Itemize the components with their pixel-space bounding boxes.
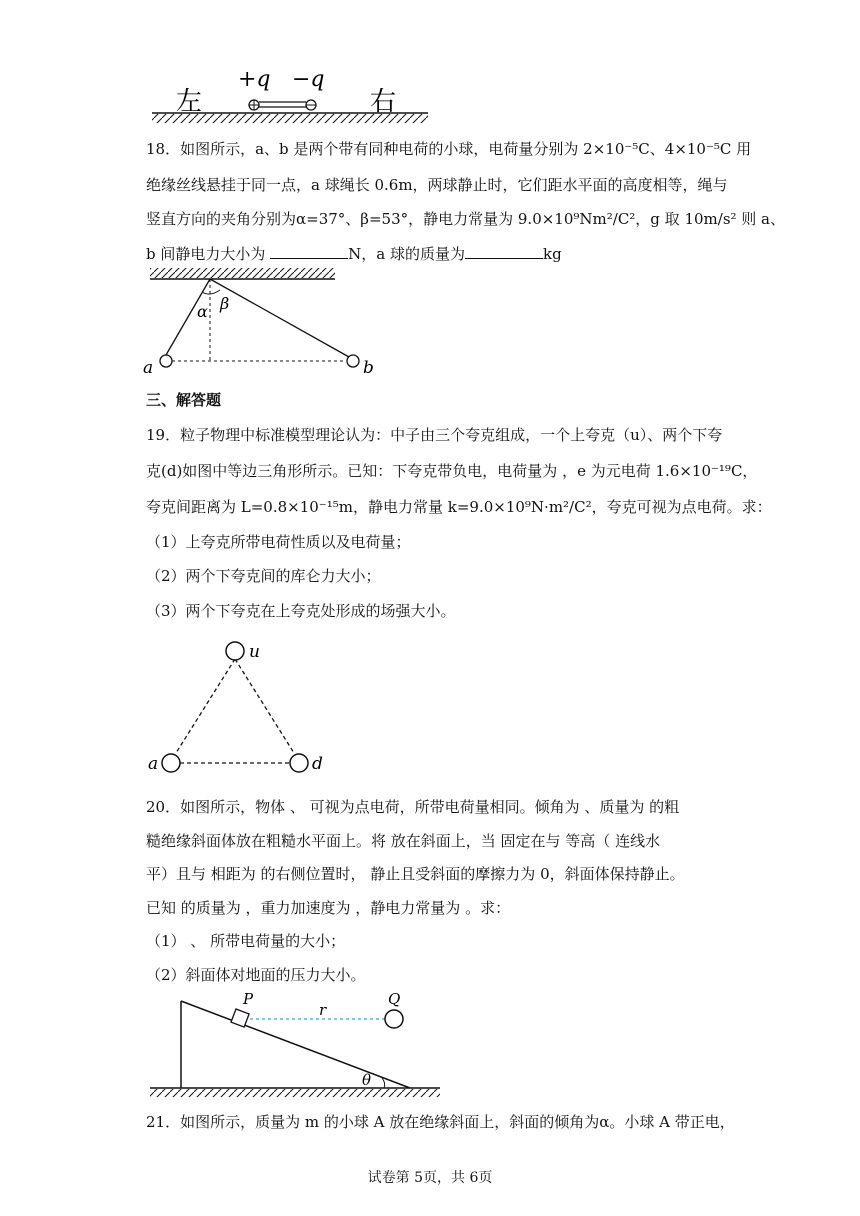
q20-item-2: （2）斜面体对地面的压力大小。	[146, 966, 366, 984]
minus-q-label: −q	[292, 67, 325, 92]
label-d: d	[312, 754, 323, 774]
down-quark-right	[290, 754, 308, 772]
q20-line-4: 已知 的质量为 ，重力加速度为 ，静电力常量为 。求：	[146, 899, 511, 917]
q19-item-1: （1）上夸克所带电荷性质以及电荷量；	[146, 533, 411, 551]
pendulum-figure	[140, 265, 380, 380]
answer-blank-force[interactable]	[270, 244, 348, 259]
label-b: b	[363, 358, 374, 378]
label-beta: β	[220, 294, 230, 313]
section-heading: 三、解答题	[146, 391, 222, 409]
label-r: r	[319, 1001, 327, 1019]
object-p	[231, 1009, 249, 1027]
q18-line-3: 竖直方向的夹角分别为α=37°、β=53°，静电力常量为 9.0×10⁹Nm²/C²，g 取 10m/s² 则 a、	[146, 210, 786, 228]
quark-triangle-figure	[140, 635, 340, 780]
label-alpha: α	[197, 302, 208, 321]
q18-line-1: 18．如图所示，a、b 是两个带有同种电荷的小球，电荷量分别为 2×10⁻⁵C、4×10⁻⁵C 用	[146, 140, 752, 158]
q20-line-2: 糙绝缘斜面体放在粗糙水平面上。将 放在斜面上，当 固定在与 等高（ 连线水	[146, 832, 661, 850]
q20-item-1: （1） 、 所带电荷量的大小；	[146, 932, 346, 950]
label-a: a	[148, 754, 159, 774]
object-q	[385, 1010, 403, 1028]
up-quark	[226, 642, 244, 660]
q19-item-2: （2）两个下夸克间的库仑力大小；	[146, 567, 381, 585]
page-footer: 试卷第 5页，共 6页	[367, 1170, 493, 1186]
label-p: P	[243, 990, 254, 1008]
label-u: u	[249, 642, 260, 662]
q19-item-3: （3）两个下夸克在上夸克处形成的场强大小。	[146, 602, 456, 620]
ball-b	[347, 355, 359, 367]
q20-line-3: 平）且与 相距为 的右侧位置时， 静止且受斜面的摩擦力为 0，斜面体保持静止。	[146, 865, 685, 883]
dipole-figure	[146, 62, 436, 132]
q20-line-1: 20．如图所示，物体 、 可视为点电荷，所带电荷量相同。倾角为 、质量为 的粗	[146, 798, 680, 816]
right-label: 右	[370, 87, 397, 117]
q18-text-a: b 间静电力大小为	[146, 245, 271, 263]
q18-text-b: N，a 球的质量为	[348, 245, 465, 263]
label-a: a	[143, 358, 154, 378]
label-theta: θ	[362, 1071, 372, 1089]
q19-line-2: 克(d)如图中等边三角形所示。已知：下夸克带负电，电荷量为 ，e 为元电荷 1.6×10⁻¹⁹C，	[146, 462, 758, 480]
label-q: Q	[388, 990, 401, 1008]
q19-line-1: 19．粒子物理中标准模型理论认为：中子由三个夸克组成，一个上夸克（u）、两个下夸	[146, 426, 723, 444]
q18-line-4	[146, 244, 562, 264]
q18-line-2: 绝缘丝线悬挂于同一点，a 球绳长 0.6m，两球静止时，它们距水平面的高度相等，绳与	[146, 176, 728, 194]
answer-blank-mass[interactable]	[465, 244, 543, 259]
incline-figure	[146, 988, 446, 1098]
q18-text-c: kg	[542, 245, 562, 263]
plus-q-label: +q	[238, 67, 271, 92]
q21-line-1: 21．如图所示，质量为 m 的小球 A 放在绝缘斜面上，斜面的倾角为α。小球 A 带正电，	[146, 1113, 735, 1131]
left-label: 左	[176, 87, 203, 117]
ball-a	[160, 355, 172, 367]
q19-line-3: 夸克间距离为 L=0.8×10⁻¹⁵m，静电力常量 k=9.0×10⁹N·m²/C²，夸克可视为点电荷。求：	[146, 498, 772, 516]
down-quark-left	[162, 754, 180, 772]
